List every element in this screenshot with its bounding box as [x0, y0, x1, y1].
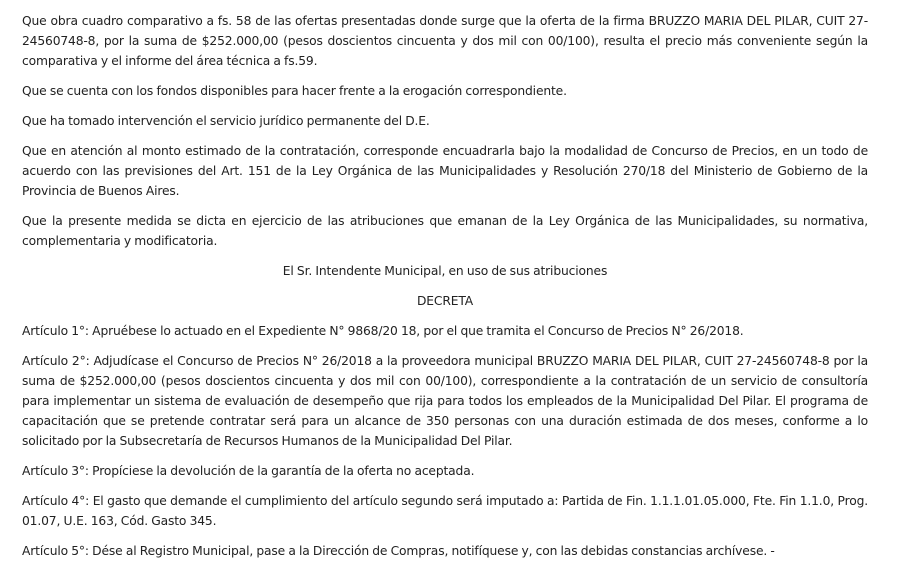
considerando-paragraph-3: Que ha tomado intervención el servicio jurídico permanente del D.E. [22, 114, 430, 128]
considerando-paragraph-1: Que obra cuadro comparativo a fs. 58 de las ofertas presentadas donde surge que la oferta de la firma BRUZZO MARIA DEL PILAR, CUIT 27-24560748-8, por la suma de $252.000,00 (pesos doscientos cincuenta y dos mil con 00/100), resulta el precio más conveniente según la comparativa y el informe del área técnica a fs.59. [22, 14, 868, 68]
decreta-heading: DECRETA [416, 294, 474, 308]
articulo-4: Artículo 4°: El gasto que demande el cumplimiento del artículo segundo será imputado a: Partida de Fin. 1.1.1.01.05.000, Fte. Fin 1.1.0, Prog. 01.07, U.E. 163, Cód. Gasto 345. [22, 494, 868, 528]
considerando-paragraph-2: Que se cuenta con los fondos disponibles para hacer frente a la erogación correspondiente. [22, 84, 567, 98]
decree-document [22, 11, 868, 571]
considerando-paragraph-5: Que la presente medida se dicta en ejercicio de las atribuciones que emanan de la Ley Orgánica de las Municipalidades, su normativa, complementaria y modificatoria. [22, 214, 868, 248]
articulo-3: Artículo 3°: Propíciese la devolución de la garantía de la oferta no aceptada. [22, 464, 475, 478]
articulo-2: Artículo 2°: Adjudícase el Concurso de Precios N° 26/2018 a la proveedora municipal BRUZZO MARIA DEL PILAR, CUIT 27-24560748-8 por la suma de $252.000,00 (pesos doscientos cincuenta y dos mil con 00/100), correspondiente a la contratación de un servicio de consultoría para implementar un sistema de evaluación de desempeño que rija para todos los empleados de la Municipalidad Del Pilar. El programa de capacitación que se pretende contratar será para un alcance de 350 personas con una duración estimada de dos meses, conforme a lo solicitado por la Subsecretaría de Recursos Humanos de la Municipalidad Del Pilar. [22, 354, 868, 448]
articulo-5: Artículo 5°: Dése al Registro Municipal, pase a la Dirección de Compras, notifíquese y, con las debidas constancias archívese. - [22, 544, 775, 558]
articulo-1: Artículo 1°: Apruébese lo actuado en el Expediente N° 9868/20 18, por el que tramita el Concurso de Precios N° 26/2018. [22, 324, 744, 338]
considerando-paragraph-4: Que en atención al monto estimado de la contratación, corresponde encuadrarla bajo la modalidad de Concurso de Precios, en un todo de acuerdo con las previsiones del Art. 151 de la Ley Orgánica de las Municipalidades y Resolución 270/18 del Ministerio de Gobierno de la Provincia de Buenos Aires. [22, 144, 868, 198]
intendente-line: El Sr. Intendente Municipal, en uso de sus atribuciones [282, 264, 608, 278]
